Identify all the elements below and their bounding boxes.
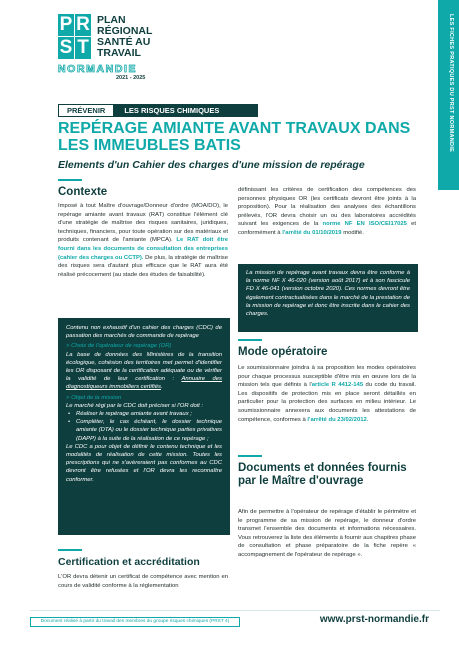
- cert-cont-text-c: modifié.: [341, 229, 364, 236]
- prst-letters-mark: [58, 14, 92, 60]
- logo-line-travail: TRAVAIL: [97, 47, 141, 59]
- cdc-section-operator: > Choix de l'opérateur de repérage (OR): [66, 343, 172, 350]
- annuaire-link[interactable]: Annuaire des diagnostiqueurs immobiliers certifiés: [66, 376, 223, 391]
- mode-operatoire-heading: Mode opératoire: [238, 346, 328, 358]
- list-item: • Réaliser le repérage amiante avant travaux ;: [76, 410, 222, 418]
- cdc-operator-text: [66, 351, 222, 392]
- certification-continued: [238, 186, 416, 238]
- logo-letter-t: T: [75, 37, 91, 59]
- cdc-operator-text-b: .: [160, 384, 163, 391]
- mission-norm-text: La mission de repérage avant travaux devra être conforme à la norme NF X 46-020 (version août 2017) et à son fascicule FD X 46-041 (version octobre 2020). Ces normes devront être également contractualisées dans le marché de la prestation de la mission de repérage et donc être inscrite dans le cahier des charges.: [246, 270, 410, 318]
- cert-cont-text-b: et conformément à: [238, 221, 416, 236]
- contexte-highlight: Le RAT doit être fourni dans les documents de consultation des entreprises (cahier des charges ou CCTP).: [58, 237, 228, 261]
- cdc-closing: Le CDC a pour objet de définir le contenu technique et les modalités de réalisation de cette mission. Toutes les prescriptions qui ne s'avèreraient pas conformes au CDC devront être refusées et l'OR devra les reconnaître conformer.: [66, 443, 222, 483]
- certification-text: L'OR devra détenir un certificat de compétence avec mention en cours de validité conforme à la réglementation: [58, 574, 228, 589]
- category-tag-bar: [58, 104, 258, 117]
- logo-line-sante: SANTÉ AU: [97, 36, 151, 48]
- side-banner: [438, 0, 459, 190]
- cdc-object-list: [66, 410, 222, 443]
- contexte-heading: Contexte: [58, 186, 108, 198]
- logo-letter-r: R: [76, 14, 90, 35]
- logo-wordmark: [97, 15, 152, 59]
- page-subtitle: Elements d'un Cahier des charges d'une mission de repérage: [58, 159, 365, 171]
- logo-line-regional: RÉGIONAL: [97, 25, 153, 37]
- logo-region: NORMANDIE: [58, 63, 138, 75]
- prst-logo: [58, 14, 168, 84]
- article-reference: article R 4412-145: [311, 382, 364, 389]
- cert-cont-text-a: définissant les critères de certification des compétences des personnes physiques OR (les certificats devront être joints à la proposition). Pour la réalisation des analyses des échantillons prélevés, l'OR devra choisir un ou des laboratoires accrédités suivant les exigences de la: [238, 187, 416, 228]
- cdc-operator-text-a: La base de données des Ministères de la transition écologique, cohésion des territoires met permet d'identifier les OR disposant de la certification adéquate ou de vérifier la validité de leur certification :: [66, 351, 222, 383]
- mode-operatoire-text: [238, 364, 416, 424]
- certification-heading: Certification et accréditation: [58, 556, 200, 568]
- list-item: • Compléter, le cas échéant, le dossier technique amiante (DTA) ou le dossier technique parties privatives (DAPP) à la suite de la réalisation de ce repérage ;: [76, 418, 222, 443]
- logo-letter-s: S: [59, 37, 73, 58]
- documents-text: Afin de permettre à l'opérateur de repérage d'établir le périmètre et le programme de sa mission de repérage, le donneur d'ordre transmet l'ensemble des documents et informations nécessaires. Vous retrouverez la liste des éléments à fournir aux chapitres phase de consultation et phase préparatoire de la fiche repère « accompagnement de l'opérateur de repérage ».: [238, 509, 416, 558]
- mission-norm-box: [238, 264, 418, 332]
- cdc-intro: Contenu non exhaustif d'un cahier des charges (CDC) de passation des marchés de commande de repérage: [66, 325, 222, 340]
- arrete-2019-reference: l'arrêté du 01/10/2019: [282, 229, 342, 236]
- contexte-paragraph: [58, 202, 228, 279]
- cdc-content-box: [58, 318, 230, 535]
- norme-reference: norme NF EN ISO/CEI17025: [322, 221, 407, 228]
- contexte-text-a: Imposé à tout Maître d'ouvrage/Donneur d'ordre (MOA/DO), le repérage amiante avant travaux (RAT) constitue l'élément clé d'une stratégie de maîtrise des risques sanitaires, juridiques, techniques, financiers, pour toute opération sur des matériaux et produits contenant de l'amiante (MPCA).: [58, 203, 228, 244]
- arrete-2012-reference: l'arrêté du 23/02/2012: [307, 416, 367, 423]
- cdc-section-object: > Objet de la mission: [66, 394, 122, 401]
- logo-letter-p: P: [59, 14, 73, 35]
- footer-credit: Document réalisé à partir du travail des membres du groupe risques chimiques (PRST 4): [30, 617, 240, 627]
- cdc-object-lead: Le marché régi par le CDC doit préciser si l'OR doit :: [66, 402, 203, 409]
- documents-heading: Documents et données fournis par le Maître d'ouvrage: [238, 462, 407, 487]
- footer-website-link[interactable]: www.prst-normandie.fr: [319, 614, 429, 625]
- footer-divider: [30, 610, 440, 611]
- category-tag: PRÉVENIR: [58, 104, 114, 117]
- page-title: REPÉRAGE AMIANTE AVANT TRAVAUX DANS LES IMMEUBLES BATIS: [58, 120, 411, 154]
- logo-line-plan: PLAN: [97, 14, 126, 26]
- logo-years: 2021 - 2025: [116, 75, 146, 81]
- mode-text-a: Le soumissionnaire joindra à sa proposition les modes opératoires pour chaque processus susceptible d'être mis en œuvre lors de la mission tels que définis à l': [238, 365, 416, 389]
- mode-text-b: du code du travail. Les dispositifs de protection mis en place seront détaillés en particulier pour la protection des surfaces en milieu intérieur. Le soumissionnaire annexera aux documents les attestations de compétence, conformes à: [238, 382, 417, 423]
- mode-text-c: .: [366, 416, 369, 423]
- topic-tag: LES RISQUES CHIMIQUES: [114, 104, 258, 117]
- contexte-text-c: De plus, la stratégie de maîtrise des risques sera d'autant plus efficace que le RAT aura été réalisé précocement (au stade des études de faisabilité).: [58, 254, 228, 278]
- side-banner-label: LES FICHES PRATIQUES DU PRST NORMANDIE: [448, 14, 454, 153]
